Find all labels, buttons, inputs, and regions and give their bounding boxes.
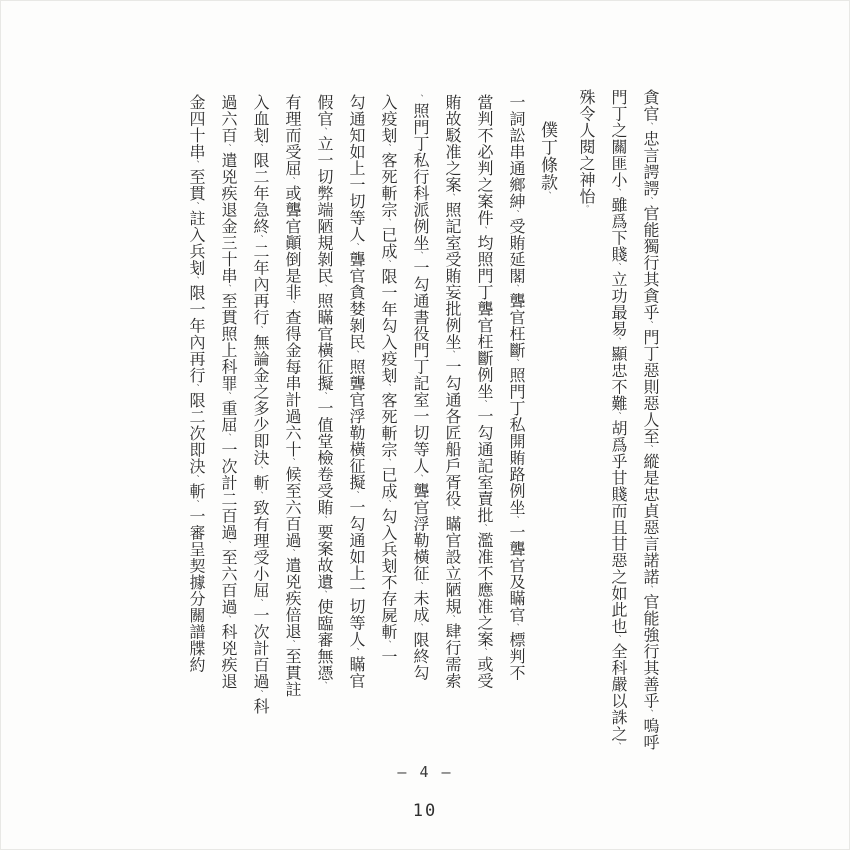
punctuation-mark: 、 [255,466,264,475]
punctuation-mark: 、 [613,742,622,751]
punctuation-mark: 、 [645,320,654,329]
preface-column-2: 門丁之關匪小、雖爲下賤、立功最易、顯忠不難、胡爲乎甘賤而且甘惡之如此也、全科嚴以誅之、 [609,89,626,751]
punctuation-mark: 、 [319,391,328,400]
punctuation-mark: 、 [383,143,392,152]
body-column-7: 假官、立一切弊端陋規剝民、照瞞官橫征擬、一值堂檢卷受賄、要案故遺、使臨審無憑、 [315,94,332,690]
punctuation-mark: 、 [255,598,264,607]
punctuation-mark: 、 [351,490,360,499]
punctuation-mark: 、 [645,196,654,205]
punctuation-mark: 、 [383,259,392,268]
punctuation-mark: 、 [511,515,520,524]
punctuation-mark: 、 [383,499,392,508]
punctuation-mark: 、 [415,94,424,103]
punctuation-mark: 、 [255,689,264,698]
punctuation-mark: 、 [613,337,622,346]
punctuation-mark: 、 [351,647,360,656]
punctuation-mark: 、 [479,226,488,235]
punctuation-mark: 、 [287,548,296,557]
punctuation-mark: 、 [613,262,622,271]
body-column-8: 有理而受屈、或聾官顚倒是非、查得金每串計過六十、候至六百過、遣兇疾倍退、至貫註 [283,94,300,698]
punctuation-mark: 、 [447,350,456,359]
punctuation-mark: 、 [415,251,424,260]
punctuation-mark: 、 [415,581,424,590]
punctuation-mark: 、 [255,491,264,500]
footer-page-marker: — 4 — [397,763,453,781]
punctuation-mark: 、 [223,143,232,152]
punctuation-mark: 。 [581,204,590,213]
punctuation-mark: 、 [645,585,654,594]
punctuation-mark: 、 [511,358,520,367]
punctuation-mark: 、 [191,499,200,508]
vertical-text-block [179,89,665,850]
punctuation-mark: 、 [255,143,264,152]
punctuation-mark: 、 [319,681,328,690]
punctuation-mark: 、 [255,325,264,334]
punctuation-mark: 、 [223,391,232,400]
body-column-6: 勾通知如上一切等人、聾官貪婪剝民、照聾官浮勒橫征擬、一勾通如上一切等人、瞞官 [347,94,364,689]
punctuation-mark: 、 [447,193,456,202]
punctuation-mark: 、 [319,127,328,136]
punctuation-mark: 、 [223,615,232,624]
body-column-2: 當判不必判之案件、均照門丁聾官枉斷例坐、一勾通記室賣批、濫准不應准之案、或受 [475,94,492,689]
punctuation-mark: 、 [383,218,392,227]
punctuation-mark: 、 [287,639,296,648]
punctuation-mark: 、 [255,234,264,243]
punctuation-mark: 、 [191,201,200,210]
punctuation-mark: 、 [287,457,296,466]
punctuation-mark: 、 [613,634,622,643]
section-heading: 僕丁條款、 [538,121,557,200]
punctuation-mark: 、 [191,276,200,285]
punctuation-mark: 、 [319,590,328,599]
punctuation-mark: 、 [479,399,488,408]
punctuation-mark: 、 [351,350,360,359]
body-column-1: 一詞訟串通鄉紳、受賄延閣、聾官枉斷、照門丁私開賄路例坐、一聾官及瞞官、標判不 [507,94,524,681]
punctuation-mark: 、 [415,623,424,632]
punctuation-mark: 、 [511,284,520,293]
punctuation-mark: 、 [319,284,328,293]
punctuation-mark: 、 [191,160,200,169]
punctuation-mark: 、 [287,300,296,309]
punctuation-mark: 、 [543,191,552,200]
body-column-4: 、照門丁私行科派例坐、一勾通書役門丁記室一切等人、聾官浮勒橫征、未成、限終勾 [411,94,428,681]
punctuation-mark: 、 [223,433,232,442]
punctuation-mark: 、 [383,640,392,649]
punctuation-mark: 、 [645,444,654,453]
body-column-11: 金四十串、至貫、註入兵刬、限一年內再行、限二次即決、斬、一審呈契據分關譜牒約 [187,94,204,673]
punctuation-mark: 、 [223,284,232,293]
body-column-9: 入血刬、限二年急終、二年內再行、無論金之多少即決、斬、致有理受小屈、一次計百過、科 [251,94,268,715]
punctuation-mark: 、 [447,507,456,516]
body-column-5: 入疫刬、客死斬宗、已成、限一年勾入疫刬、客死斬宗、已成、勾入兵刬不存屍斬、一 [379,94,396,665]
preface-column-3: 殊令人閱之神怡。 [577,89,594,213]
page-number: 10 [412,801,438,821]
punctuation-mark: 、 [479,523,488,532]
body-column-10: 過六百、遣兇疾退金三十串、至貫照上科罪、重屈、一次計二百過、至六百過、科兇疾退 [219,94,236,690]
punctuation-mark: 、 [415,474,424,483]
punctuation-mark: 、 [351,242,360,251]
punctuation-mark: 、 [645,122,654,131]
punctuation-mark: 、 [223,540,232,549]
punctuation-mark: 、 [511,623,520,632]
punctuation-mark: 、 [319,515,328,524]
punctuation-mark: 、 [191,474,200,483]
body-column-3: 賄故駁准之案、照記室受賄妄批例坐、一勾通各匠船戶胥役、瞞官設立陋規、肆行需索 [443,94,460,689]
punctuation-mark: 、 [447,614,456,623]
punctuation-mark: 、 [287,176,296,185]
punctuation-mark: 、 [479,647,488,656]
punctuation-mark: 、 [511,209,520,218]
punctuation-mark: 、 [613,188,622,197]
punctuation-mark: 、 [645,709,654,718]
punctuation-mark: 、 [383,458,392,467]
punctuation-mark: 、 [383,383,392,392]
punctuation-mark: 、 [613,411,622,420]
punctuation-mark: 、 [191,383,200,392]
preface-column-1: 貪官、忠言諤諤、官能獨行其貪乎、門丁惡則惡人至、縱是忠貞惡言諾諾、官能強行其善乎、嗚呼 [641,89,658,751]
